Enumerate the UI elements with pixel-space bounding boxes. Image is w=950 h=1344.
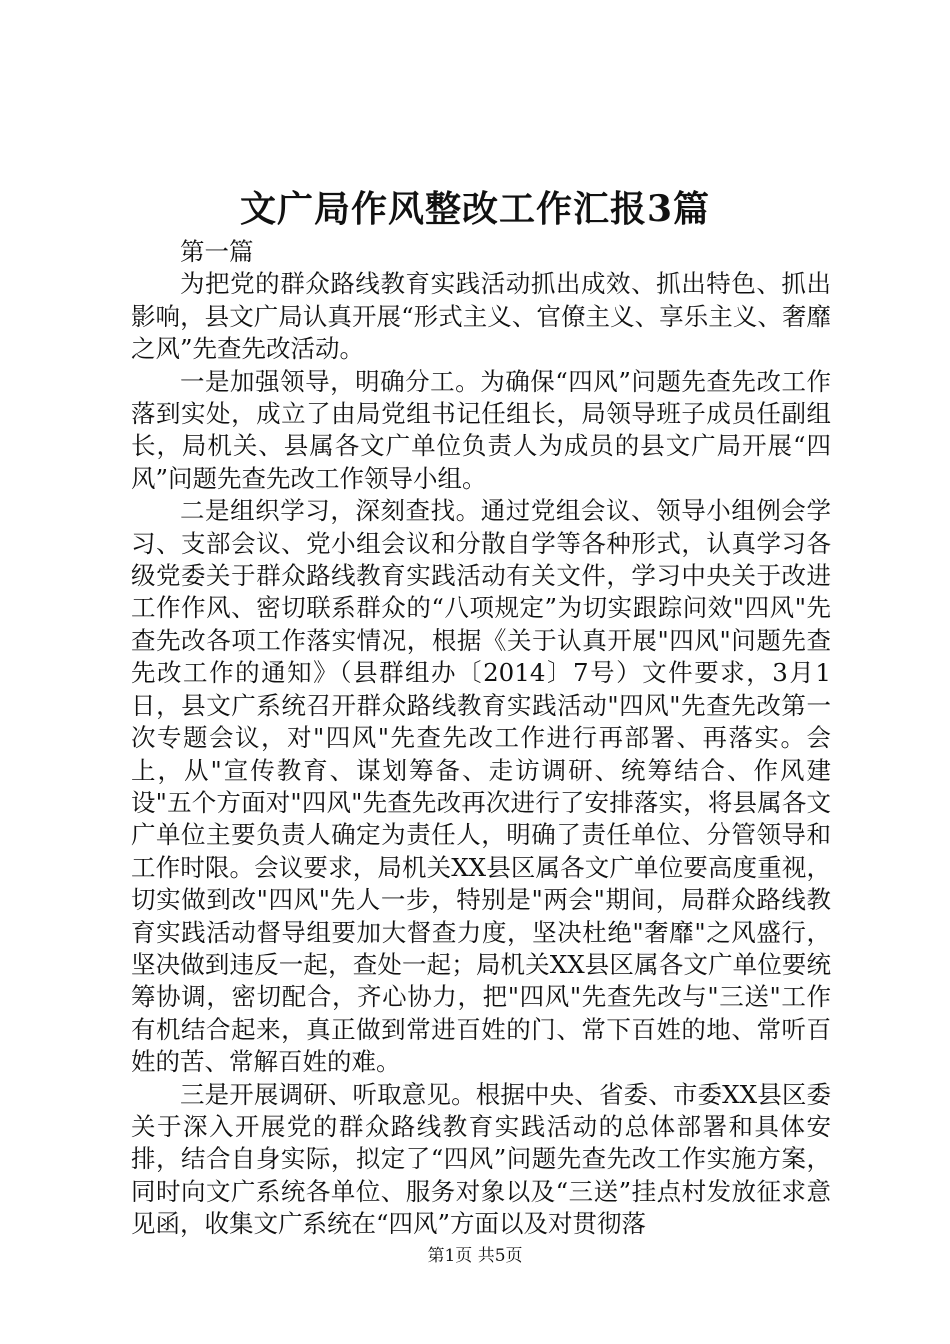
paragraph-research: 三是开展调研、听取意见。根据中央、省委、市委XX县区委关于深入开展党的群众路线教育实践活动的总体部署和具体安排，结合自身实际，拟定了“四风”问题先查先改工作实施方案，同时向文广系统各单位、服务对象以及“三送”挂点村发放征求意见函，收集文广系统在“四风”方面以及对贯彻落 bbox=[131, 1079, 831, 1239]
paragraph-leadership: 一是加强领导，明确分工。为确保“四风”问题先查先改工作落到实处，成立了由局党组书记任组长，局领导班子成员任副组长，局机关、县属各文广单位负责人为成员的县文广局开展“四风”问题先查先改工作领导小组。 bbox=[131, 366, 831, 493]
paragraph-study: 二是组织学习，深刻查找。通过党组会议、领导小组例会学习、支部会议、党小组会议和分散自学等各种形式，认真学习各级党委关于群众路线教育实践活动有关文件，学习中央关于改进工作作风、密切联系群众的“八项规定”为切实跟踪问效"四风"先查先改各项工作落实情况，根据《关于认真开展"四风"问题先查先改工作的通知》（县群组办〔2014〕7号）文件要求，3月1日，县文广系统召开群众路线教育实践活动"四风"先查先改第一次专题会议，对"四风"先查先改工作进行再部署、再落实。会上，从"宣传教育、谋划筹备、走访调研、统筹结合、作风建设"五个方面对"四风"先查先改再次进行了安排落实，将县属各文广单位主要负责人确定为责任人，明确了责任单位、分管领导和工作时限。会议要求，局机关XX县区属各文广单位要高度重视，切实做到改"四风"先人一步，特别是"两会"期间，局群众路线教育实践活动督导组要加大督查力度，坚决杜绝"奢靡"之风盛行，坚决做到违反一起，查处一起；局机关XX县区属各文广单位要统筹协调，密切配合，齐心协力，把"四风"先查先改与"三送"工作有机结合起来，真正做到常进百姓的门、常下百姓的地、常听百姓的苦、常解百姓的难。 bbox=[131, 496, 831, 1077]
document-title: 文广局作风整改工作汇报3篇 bbox=[239, 188, 711, 230]
section-heading: 第一篇 bbox=[180, 237, 254, 266]
paragraph-intro: 为把党的群众路线教育实践活动抓出成效、抓出特色、抓出影响，县文广局认真开展“形式主义、官僚主义、享乐主义、奢靡之风”先查先改活动。 bbox=[131, 269, 831, 364]
page-indicator: 第1页 共5页 bbox=[427, 1246, 523, 1266]
document-body bbox=[131, 236, 831, 1241]
